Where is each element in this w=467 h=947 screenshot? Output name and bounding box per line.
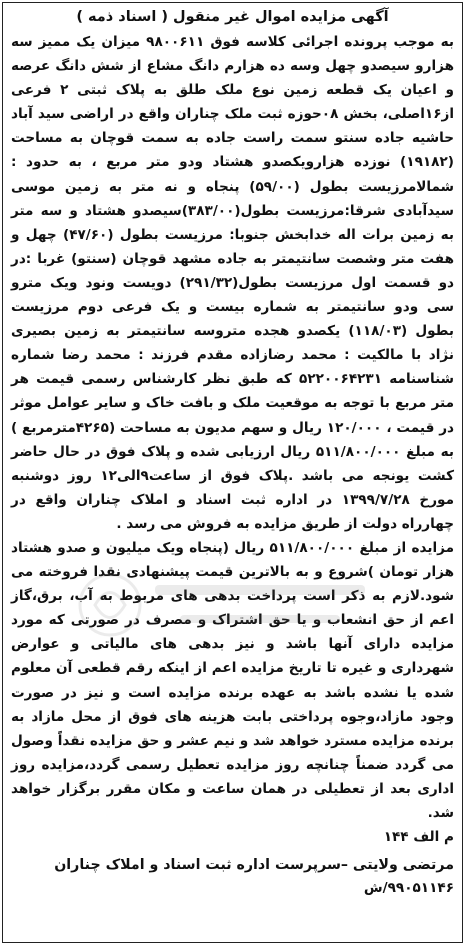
notice-footer-code: ۹۹۰۵۱۱۴۶/ش [363, 880, 454, 897]
notice-paragraph-property: به موجب پرونده اجرائی کلاسه فوق ۹۸۰۰۶۱۱ میزان یک ممیز سه هزارو سیصدو چهل وسه ده هزارم دانگ مشاع از شش دانگ عرصه و اعیان یک قطعه زمین نوع ملک طلق به پلاک ثبتی ۲ فرعی از۱۶اصلی، بخش ۰۸حوزه ثبت ملک چناران واقع در اراضی سید آباد حاشیه جاده سنتو سمت راست جاده به سمت قوچان به مساحت (۱۹۱۸۲) نوزده هزارویکصدو هشتاد ودو متر مربع ، به حدود : شمالامرزیست بطول (۵۹/۰۰) پنجاه و نه متر به زمین موسی سیدآبادی شرقا:مرزیست بطول(۳۸۳/۰۰)سیصدو هشتاد و سه متر به زمین برات اله خدابخش جنوبا: مرزیست بطول (۴۷/۶۰) چهل و هفت متر وشصت سانتیمتر به جاده مشهد قوچان (سنتو) غربا :در دو قسمت اول مرزیست بطول(۲۹۱/۳۲) دویست ونود ویک مترو سی ودو سانتیمتر به شماره بیست و یک فرعی دوم مرزیست بطول (۱۱۸/۰۳) یکصدو هجده متروسه سانتیمتر به زمین بصیری نژاد با مالکیت : محمد رضازاده مقدم فرزند : محمد رضا شماره شناسنامه ۵۲۲۰۰۶۴۲۳۱ که طبق نظر کارشناس رسمی قیمت هر متر مربع با توجه به موقعیت ملک و بافت خاک و سایر عوامل موثر در قیمت ، ۱۲۰/۰۰۰ ریال و سهم مدیون به مساحت (۴۲۶۵مترمربع ) به مبلغ ۵۱۱/۸۰۰/۰۰۰ ریال ارزیابی شده و پلاک فوق در حال حاضر کشت یونجه می باشد .پلاک فوق از ساعت۹الی۱۲ روز دوشنبه مورخ ۱۳۹۹/۷/۲۸ در اداره ثبت اسناد و املاک چناران واقع در چهارراه دولت از طریق مزایده به فروش می رسد . [11, 34, 455, 532]
auction-notice [2, 2, 463, 943]
notice-signature: مرتضی ولایتی –سرپرست اداره ثبت اسناد و املاک چناران [54, 857, 454, 874]
notice-paragraph-terms: مزایده از مبلغ ۵۱۱/۸۰۰/۰۰۰ ریال (پنجاه ویک میلیون و صدو هشتاد هزار تومان )شروع و به بالاترین قیمت پیشنهادی نقدا فروخته می شود.لازم به ذکر است پرداخت بدهی های مربوط به آب، برق،گاز اعم از حق انشعاب و یا حق اشتراک و مصرف در صورتی که مورد مزایده دارای آنها باشد و نیز بدهی های مالیاتی و عوارض شهرداری و غیره تا تاریخ مزایده اعم از اینکه رقم قطعی آن معلوم شده یا نشده باشد به عهده برنده مزایده است و نیز در صورت وجود مازاد،وجوه پرداختی بابت هزینه های فوق از محل مازاد به برنده مزایده مسترد خواهد شد و نیم عشر و حق مزایده نقداً وصول می گردد ضمناً چنانچه روز مزایده تعطیل رسمی گردد،مزایده روز اداری بعد از تعطیلی در همان ساعت و مکان مقرر برگزار خواهد شد. [11, 539, 454, 821]
notice-body [11, 30, 454, 825]
notice-reference: م الف ۱۴۴ [383, 829, 454, 846]
notice-title: آگهی مزایده اموال غیر منقول ( اسناد ذمه ) [76, 9, 389, 25]
